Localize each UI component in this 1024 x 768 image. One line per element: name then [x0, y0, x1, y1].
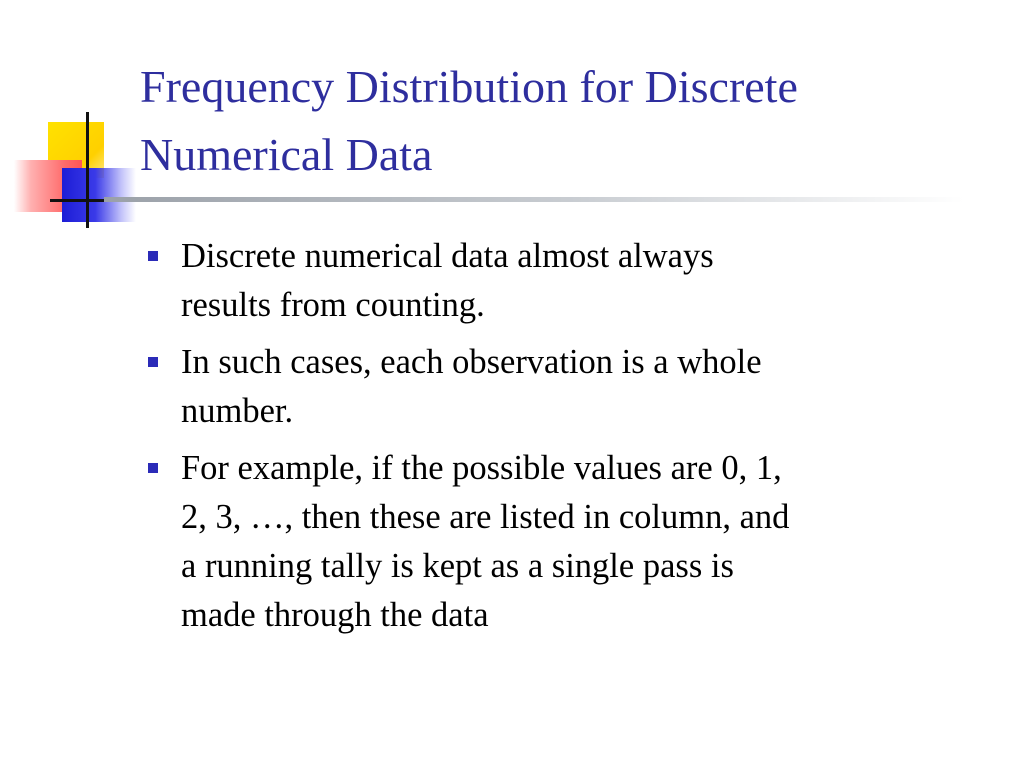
bullet-text-line: 2, 3, …, then these are listed in column, and: [181, 498, 790, 536]
bullet-text-line: a running tally is kept as a single pass is: [181, 547, 734, 585]
bullet-text-line: In such cases, each observation is a whole: [181, 343, 762, 381]
bullet-text-line: made through the data: [181, 596, 489, 634]
logo-blue-square: [62, 168, 136, 222]
bullet-item: [148, 232, 1008, 330]
logo-vertical-line: [86, 112, 89, 228]
bullet-text-line: results from counting.: [181, 286, 485, 324]
square-bullet-icon: [148, 463, 158, 473]
bullet-text-line: number.: [181, 392, 294, 430]
bullet-item: [148, 444, 1008, 640]
square-bullet-icon: [148, 251, 158, 261]
bullet-item: [148, 338, 1008, 436]
bullet-text-line: For example, if the possible values are 0, 1,: [181, 449, 782, 487]
title-underline-rule: [104, 197, 964, 202]
square-bullet-icon: [148, 357, 158, 367]
bullet-text-line: Discrete numerical data almost always: [181, 237, 714, 275]
slide-title: [140, 53, 1010, 189]
bullet-list: [148, 232, 1008, 648]
slide-title-line: Frequency Distribution for Discrete: [140, 61, 798, 112]
slide-title-line: Numerical Data: [140, 129, 433, 180]
slide-logo-graphic: [0, 0, 140, 240]
